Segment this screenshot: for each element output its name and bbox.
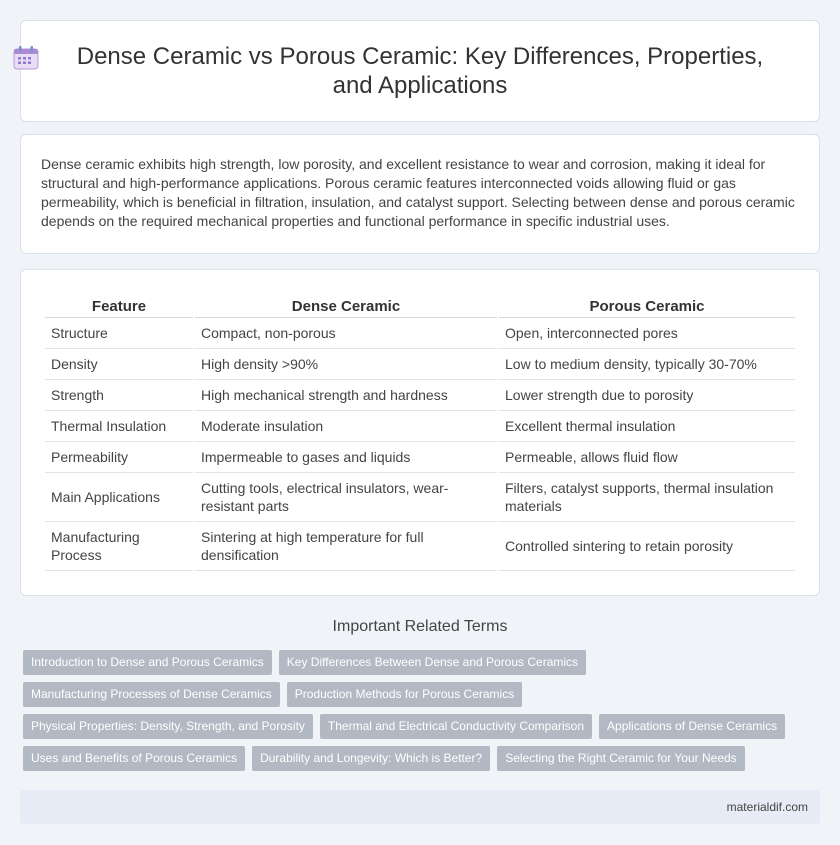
related-tag-link[interactable]: Key Differences Between Dense and Porous Ceramics xyxy=(279,650,586,675)
related-tag-link[interactable]: Physical Properties: Density, Strength, and Porosity xyxy=(23,714,313,739)
related-terms-title: Important Related Terms xyxy=(332,618,508,635)
footer xyxy=(20,790,820,824)
related-tag-link[interactable]: Applications of Dense Ceramics xyxy=(599,714,785,739)
table-row xyxy=(45,380,795,411)
table-cell: Sintering at high temperature for full densification xyxy=(195,522,497,571)
related-tag-link[interactable]: Production Methods for Porous Ceramics xyxy=(287,682,522,707)
intro-paragraph: Dense ceramic exhibits high strength, low porosity, and excellent resistance to wear and corrosion, making it ideal for structural and high-performance applications. Porous ceramic features interconnected voids allowing fluid or gas permeability, which is beneficial in filtration, insulation, and catalyst support. Selecting between dense and porous ceramic depends on the required mechanical properties and functional performance in specific industrial uses. xyxy=(41,156,795,229)
table-cell: Lower strength due to porosity xyxy=(499,380,795,411)
intro-card xyxy=(20,134,820,254)
header-card xyxy=(20,20,820,122)
table-cell: Compact, non-porous xyxy=(195,318,497,349)
table-cell: Excellent thermal insulation xyxy=(499,411,795,442)
table-cell: Moderate insulation xyxy=(195,411,497,442)
title-wrap xyxy=(61,42,779,100)
related-tag-link[interactable]: Introduction to Dense and Porous Ceramics xyxy=(23,650,272,675)
table-cell: Density xyxy=(45,349,193,380)
comparison-card xyxy=(20,269,820,596)
table-cell: Low to medium density, typically 30-70% xyxy=(499,349,795,380)
table-row xyxy=(45,349,795,380)
table-cell: Open, interconnected pores xyxy=(499,318,795,349)
related-tags xyxy=(23,650,820,778)
page-title: Dense Ceramic vs Porous Ceramic: Key Differences, Properties, and Applications xyxy=(76,43,764,99)
related-tag-link[interactable]: Manufacturing Processes of Dense Ceramics xyxy=(23,682,280,707)
table-row xyxy=(45,318,795,349)
related-tag-link[interactable]: Durability and Longevity: Which is Better? xyxy=(252,746,490,771)
header-dense: Dense Ceramic xyxy=(195,292,497,318)
table-cell: High mechanical strength and hardness xyxy=(195,380,497,411)
table-row xyxy=(45,442,795,473)
header-porous: Porous Ceramic xyxy=(499,292,795,318)
table-cell: Filters, catalyst supports, thermal insulation materials xyxy=(499,473,795,522)
calendar-icon xyxy=(13,46,39,70)
table-cell: Controlled sintering to retain porosity xyxy=(499,522,795,571)
table-cell: Thermal Insulation xyxy=(45,411,193,442)
table-row xyxy=(45,411,795,442)
header-feature: Feature xyxy=(45,292,193,318)
table-row xyxy=(45,522,795,571)
related-tag-link[interactable]: Uses and Benefits of Porous Ceramics xyxy=(23,746,245,771)
related-tag-link[interactable]: Selecting the Right Ceramic for Your Needs xyxy=(497,746,744,771)
table-cell: Structure xyxy=(45,318,193,349)
table-cell: Manufacturing Process xyxy=(45,522,193,571)
table-cell: High density >90% xyxy=(195,349,497,380)
table-cell: Permeability xyxy=(45,442,193,473)
table-cell: Main Applications xyxy=(45,473,193,522)
related-tag-link[interactable]: Thermal and Electrical Conductivity Comparison xyxy=(320,714,592,739)
table-header-row xyxy=(45,292,795,318)
table-cell: Cutting tools, electrical insulators, wear-resistant parts xyxy=(195,473,497,522)
comparison-table xyxy=(43,292,797,571)
table-cell: Strength xyxy=(45,380,193,411)
table-cell: Impermeable to gases and liquids xyxy=(195,442,497,473)
footer-site-link[interactable]: materialdif.com xyxy=(726,800,808,814)
table-row xyxy=(45,473,795,522)
table-cell: Permeable, allows fluid flow xyxy=(499,442,795,473)
